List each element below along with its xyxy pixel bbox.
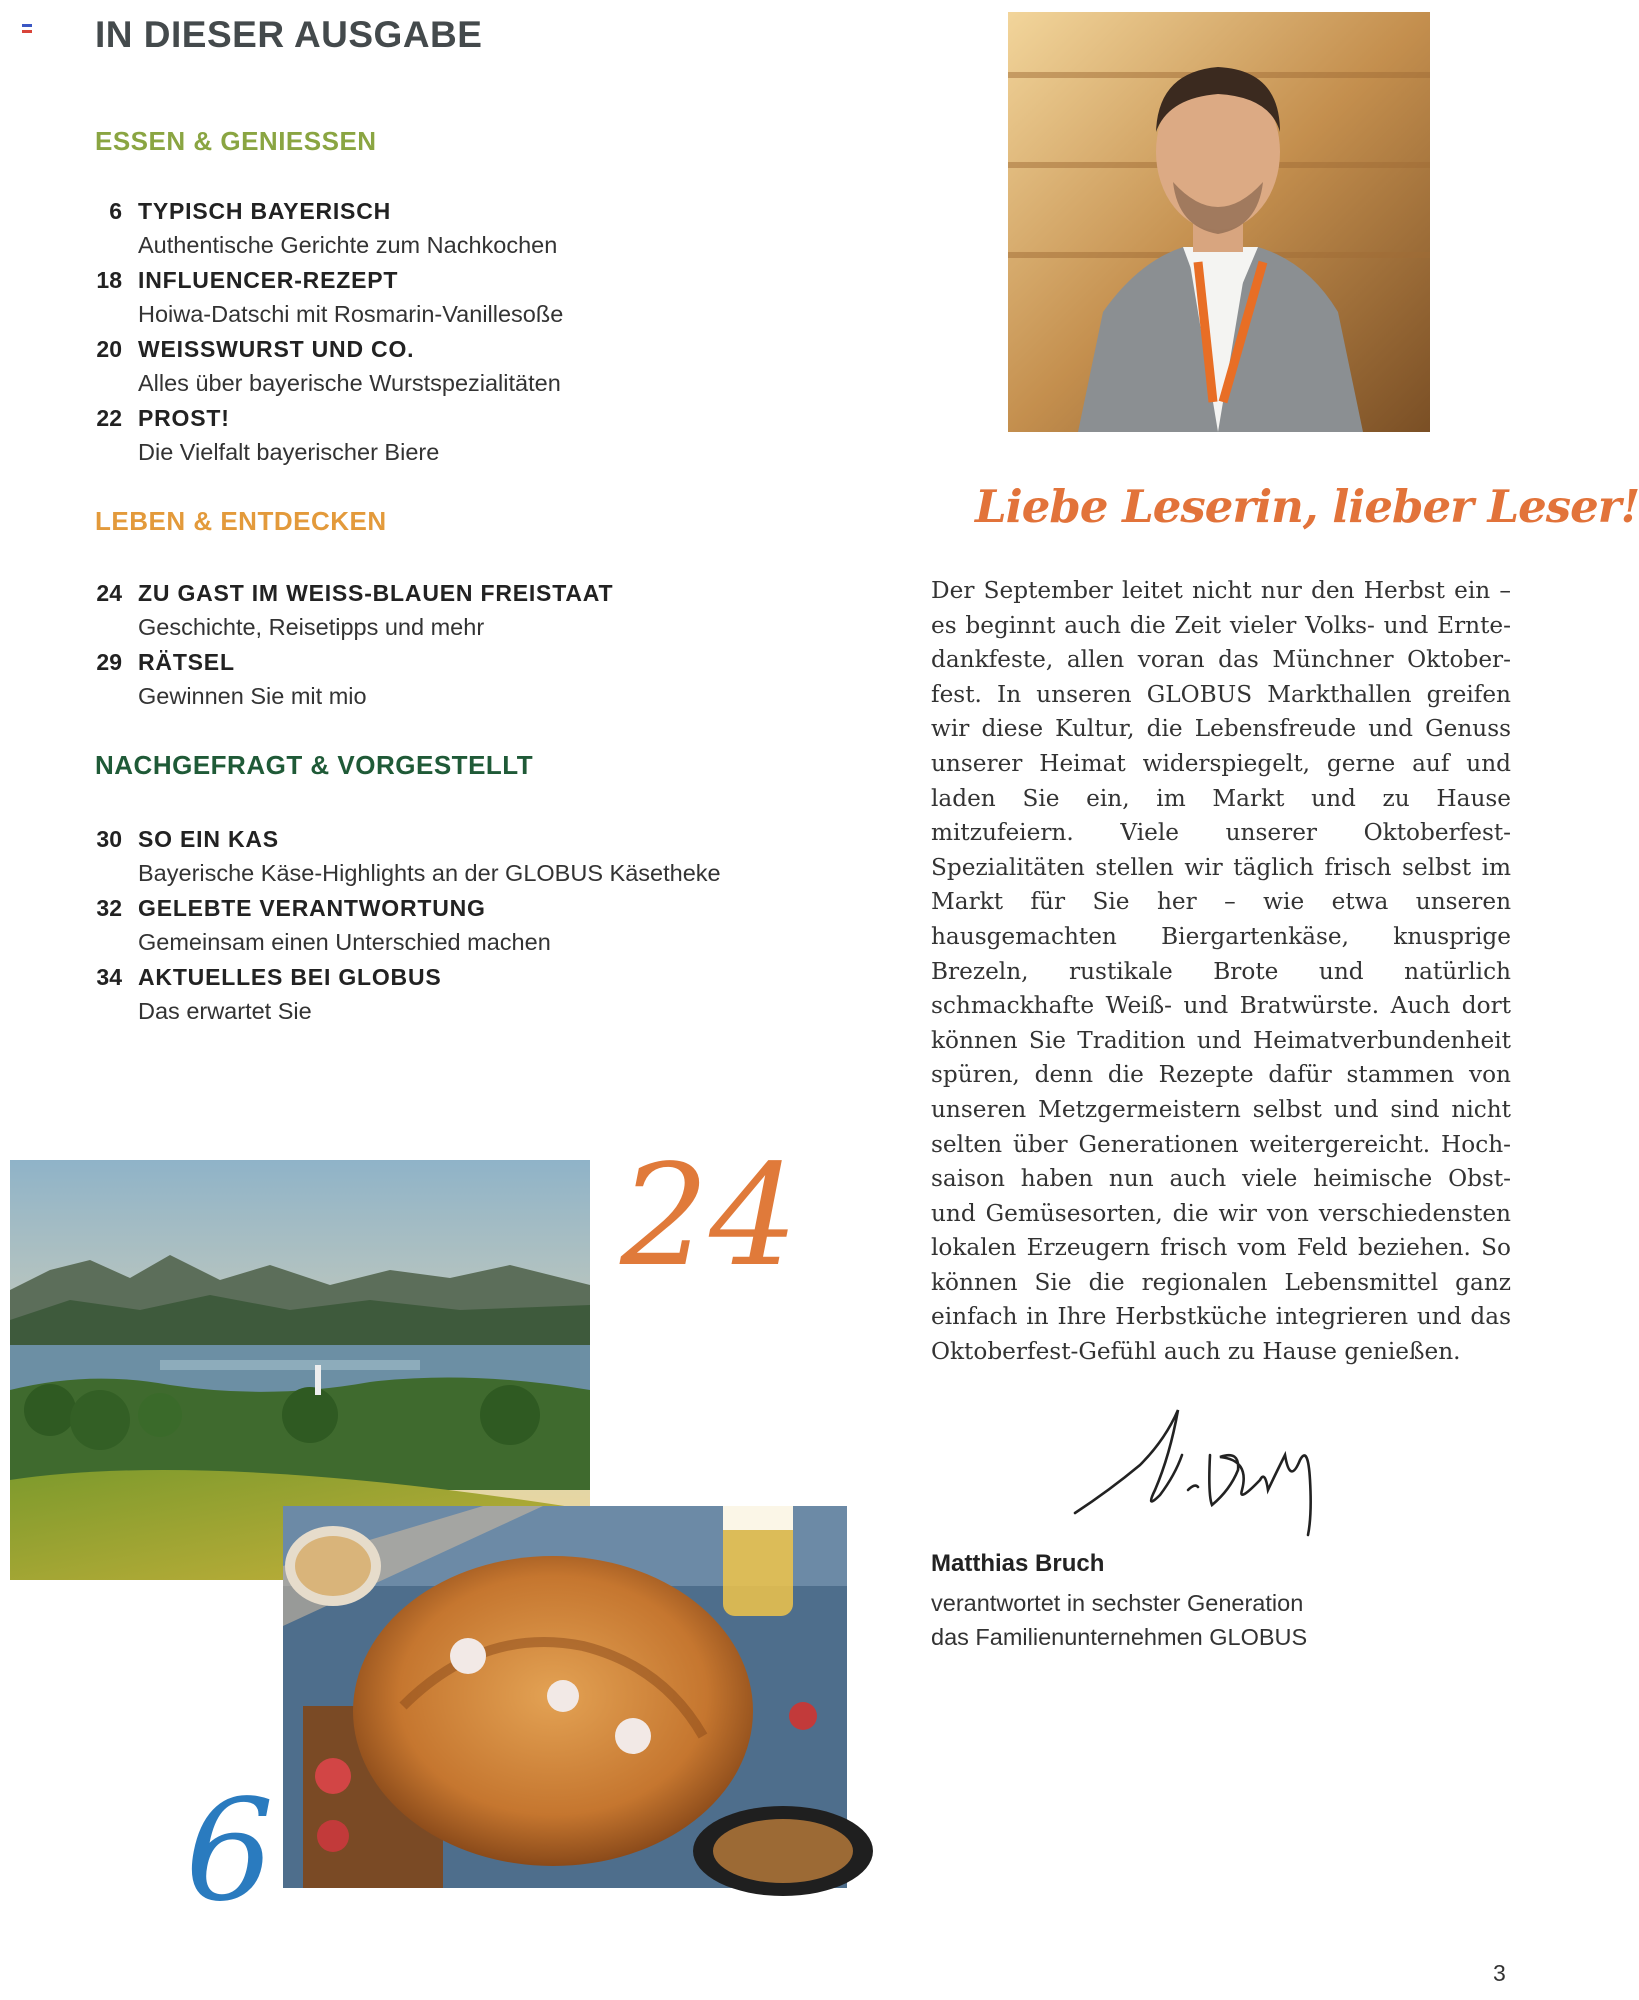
toc-title: WEISSWURST UND CO. (138, 336, 415, 362)
feature-number-24: 24 (620, 1135, 799, 1298)
food-photo (283, 1506, 847, 1888)
section-heading-nachgefragt: NACHGEFRAGT & VORGESTELLT (95, 750, 534, 780)
toc-page-number: 6 (109, 198, 122, 224)
toc-description: Alles über bayerische Wurstspezialitäten (138, 370, 561, 396)
toc-page-number: 30 (96, 826, 122, 852)
signature-name: Matthias Bruch (931, 1550, 1105, 1577)
toc-item[interactable] (95, 822, 815, 891)
toc-page-number: 29 (96, 649, 122, 675)
author-portrait-photo (1008, 12, 1430, 432)
toc-title: TYPISCH BAYERISCH (138, 198, 392, 224)
toc-page-number: 18 (96, 267, 122, 293)
page-number: 3 (1493, 1960, 1506, 1986)
editorial-letter-body: Der September leitet nicht nur den Herbst ein – es beginnt auch die Zeit vieler Volks- und Erntedankfeste, allen voran das Münchner Oktoberfest. In unseren GLOBUS Markthallen greifen wir diese Kultur, die Lebensfreude und Genuss unserer Heimat widerspiegelt, gerne auf und laden Sie ein, im Markt und zu Hause mitzufeiern. Viele unserer Oktoberfest-Spezialitäten stellen wir täglich frisch selbst im Markt für Sie her – wie etwa unseren hausgemachten Biergartenkäse, knusprige Brezeln, rustikale Brote und natürlich schmackhafte Weiß- und Bratwürste. Auch dort können Sie Tradition und Heimatverbundenheit spüren, denn die Rezepte dafür stammen von unseren Metzgermeistern selbst und sind nicht selten über Generationen weitergereicht. Hochsaison haben nun auch viele heimische Obst- und Gemüsesorten, die wir von verschiedensten lokalen Erzeugern frisch vom Feld beziehen. So können Sie die regionalen Lebensmittel ganz einfach in Ihre Herbstküche integrieren und das Oktoberfest-Gefühl auch zu Hause genießen. (931, 577, 1511, 1366)
toc-description: Geschichte, Reisetipps und mehr (138, 614, 485, 640)
toc-title: ZU GAST IM WEISS-BLAUEN FREISTAAT (138, 580, 614, 606)
toc-title: GELEBTE VERANTWORTUNG (138, 895, 486, 921)
toc-list-leben (95, 576, 815, 714)
signature-role-line: das Familienunternehmen GLOBUS (931, 1624, 1308, 1650)
toc-description: Gewinnen Sie mit mio (138, 683, 367, 709)
toc-page-number: 20 (96, 336, 122, 362)
toc-page-number: 24 (96, 580, 122, 606)
flag-icon (22, 24, 32, 33)
toc-item[interactable] (95, 645, 815, 714)
toc-page-number: 32 (96, 895, 122, 921)
toc-list-nachgefragt (95, 822, 815, 1029)
toc-description: Die Vielfalt bayerischer Biere (138, 439, 440, 465)
toc-item[interactable] (95, 576, 815, 645)
handwritten-signature (1070, 1395, 1340, 1555)
greeting-heading: Liebe Leserin, lieber Leser! (975, 480, 1639, 533)
toc-title: INFLUENCER-REZEPT (138, 267, 399, 293)
toc-item[interactable] (95, 960, 815, 1029)
toc-description: Gemeinsam einen Unterschied machen (138, 929, 551, 955)
toc-list-essen (95, 194, 815, 470)
page-title: IN DIESER AUSGABE (95, 14, 483, 55)
toc-description: Bayerische Käse-Highlights an der GLOBUS Käsetheke (138, 860, 721, 886)
signature-role (931, 1586, 1307, 1654)
toc-title: PROST! (138, 405, 230, 431)
toc-description: Das erwartet Sie (138, 998, 312, 1024)
section-heading-essen: ESSEN & GENIESSEN (95, 126, 377, 156)
toc-title: AKTUELLES BEI GLOBUS (138, 964, 442, 990)
feature-number-6: 6 (185, 1770, 275, 1933)
toc-item[interactable] (95, 194, 815, 263)
section-heading-leben: LEBEN & ENTDECKEN (95, 506, 387, 536)
signature-role-line: verantwortet in sechster Generation (931, 1590, 1304, 1616)
toc-description: Authentische Gerichte zum Nachkochen (138, 232, 558, 258)
toc-item[interactable] (95, 891, 815, 960)
toc-title: RÄTSEL (138, 649, 235, 675)
toc-item[interactable] (95, 332, 815, 401)
toc-item[interactable] (95, 401, 815, 470)
toc-description: Hoiwa-Datschi mit Rosmarin-Vanillesoße (138, 301, 564, 327)
toc-page-number: 22 (96, 405, 122, 431)
toc-title: SO EIN KAS (138, 826, 279, 852)
toc-page-number: 34 (96, 964, 122, 990)
toc-item[interactable] (95, 263, 815, 332)
